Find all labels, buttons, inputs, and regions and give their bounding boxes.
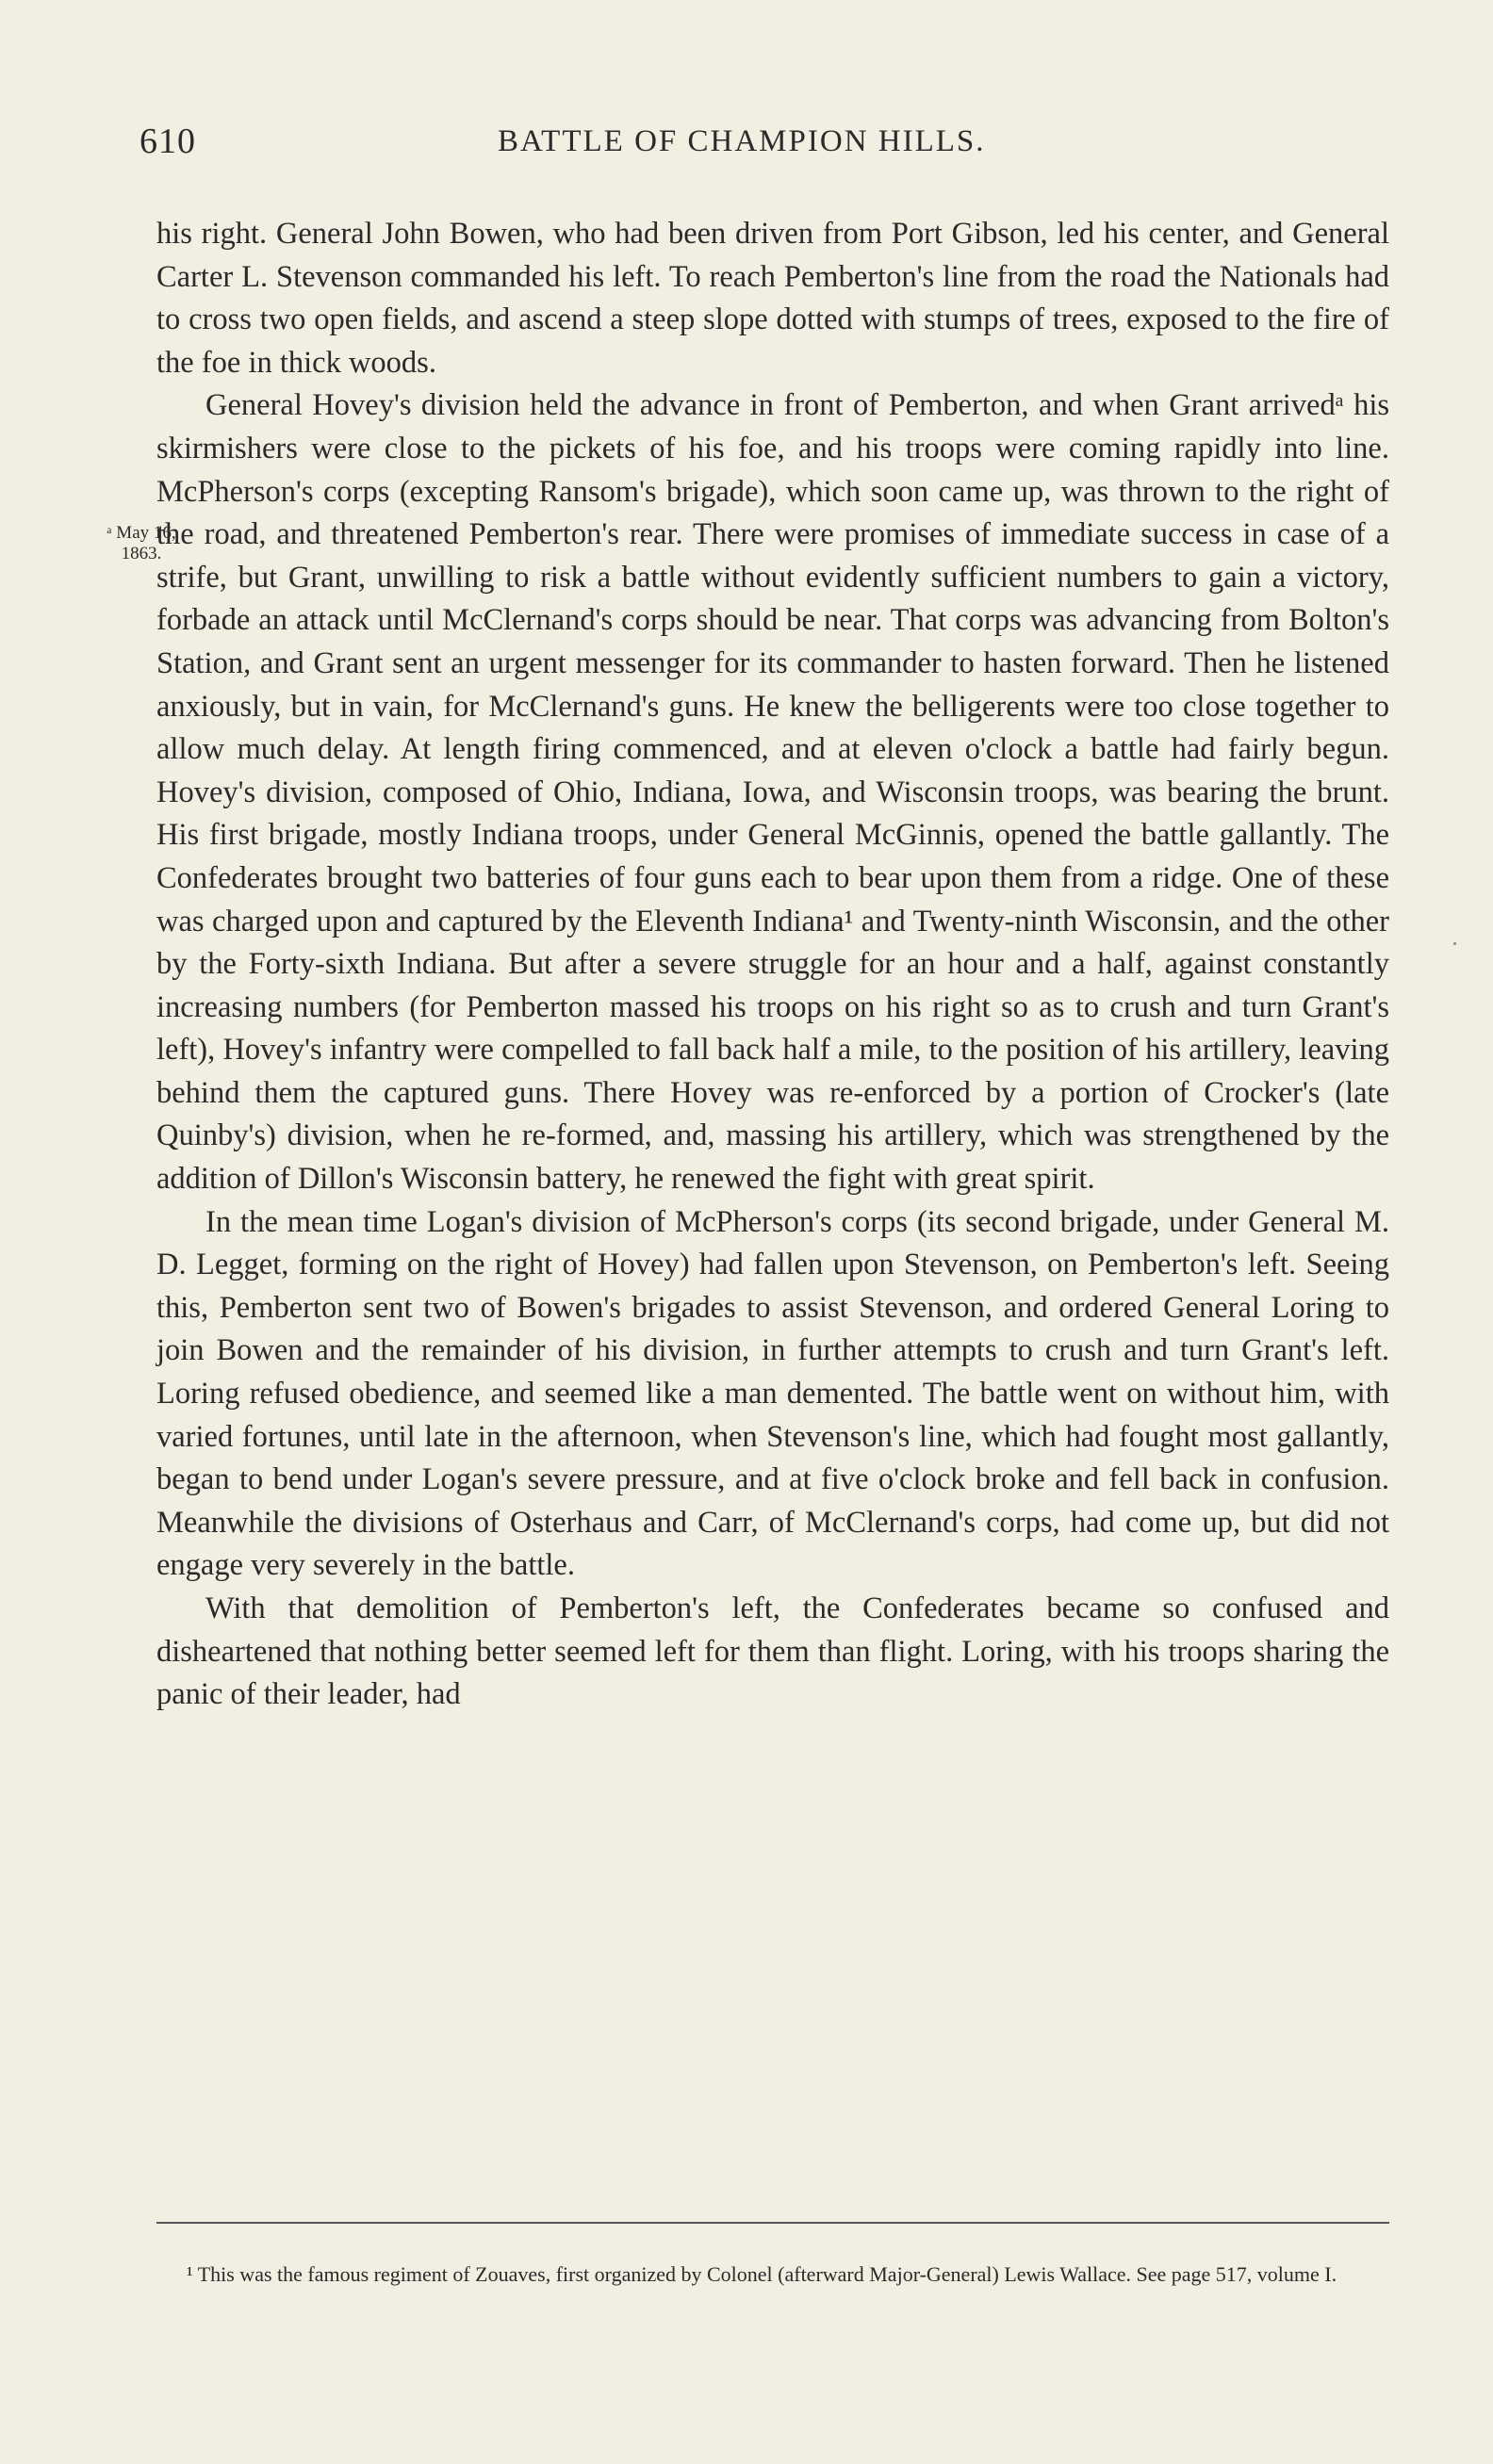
margin-note-date: ᵃ May 16, xyxy=(107,523,176,543)
page-number: 610 xyxy=(139,122,196,161)
page-header xyxy=(139,121,1389,168)
paragraph-2: General Hovey's division held the advance in front of Pemberton, and when Grant arrivedᵃ his skirmishers were close to the pickets of his foe, and his troops were coming rapidly into line. McPherson's corps (excepting Ransom's brigade), which soon came up, was thrown to the right of the road, and threatened Pemberton's rear. There were promises of immediate success in case of a strife, but Grant, unwilling to risk a battle without evidently sufficient numbers to gain a victory, forbade an attack until McClernand's corps should be near. That corps was advancing from Bolton's Station, and Grant sent an urgent messenger for its commander to hasten forward. Then he listened anxiously, but in vain, for McClernand's guns. He knew the belligerents were too close together to allow much delay. At length firing commenced, and at eleven o'clock a battle had fairly begun. Hovey's division, composed of Ohio, Indiana, Iowa, and Wisconsin troops, was bearing the brunt. His first brigade, mostly Indiana troops, under General McGinnis, opened the battle gallantly. The Confederates brought two batteries of four guns each to bear upon them from a ridge. One of these was charged upon and captured by the Eleventh Indiana¹ and Twenty-ninth Wisconsin, and the other by the Forty-sixth Indiana. But after a severe struggle for an hour and a half, against constantly increasing numbers (for Pemberton massed his troops on his right so as to crush and turn Grant's left), Hovey's infantry were compelled to fall back half a mile, to the position of his artillery, leaving behind them the captured guns. There Hovey was re-enforced by a portion of Crocker's (late Quinby's) division, when he re-formed, and, massing his artillery, which was strengthened by the addition of Dillon's Wisconsin battery, he renewed the fight with great spirit. xyxy=(156,388,1389,1197)
paragraph-4: With that demolition of Pemberton's left, the Confederates became so confused and disheartened that nothing better seemed left for them than flight. Loring, with his troops sharing the panic of their leader, had xyxy=(156,1591,1389,1712)
margin-note-year: 1863. xyxy=(121,544,162,563)
paragraph-1: his right. General John Bowen, who had been driven from Port Gibson, led his center, and General Carter L. Stevenson commanded his left. To reach Pemberton's line from the road the Nationals had to cross two open fields, and ascend a steep slope dotted with stumps of trees, exposed to the fire of the foe in thick woods. xyxy=(156,217,1389,380)
paragraph-3: In the mean time Logan's division of McPherson's corps (its second brigade, under General M. D. Legget, forming on the right of Hovey) had fallen upon Stevenson, on Pemberton's left. Seeing this, Pemberton sent two of Bowen's brigades to assist Stevenson, and ordered General Loring to join Bowen and the remainder of his division, in further attempts to crush and turn Grant's left. Loring refused obedience, and seemed like a man demented. The battle went on without him, with varied fortunes, until late in the afternoon, when Stevenson's line, which had fought most gallantly, began to bend under Logan's severe pressure, and at five o'clock broke and fell back in confusion. Meanwhile the divisions of Osterhaus and Carr, of McClernand's corps, had come up, but did not engage very severely in the battle. xyxy=(156,1204,1389,1583)
paper-speck xyxy=(1453,942,1456,945)
footnote: ¹ This was the famous regiment of Zouaves, first organized by Colonel (afterward Major-General) Lewis Wallace. See page 517, volume I. xyxy=(187,2262,1337,2286)
footnote-separator xyxy=(156,2222,1389,2224)
running-head: BATTLE OF CHAMPION HILLS. xyxy=(498,124,986,158)
body-text xyxy=(156,213,1389,1717)
